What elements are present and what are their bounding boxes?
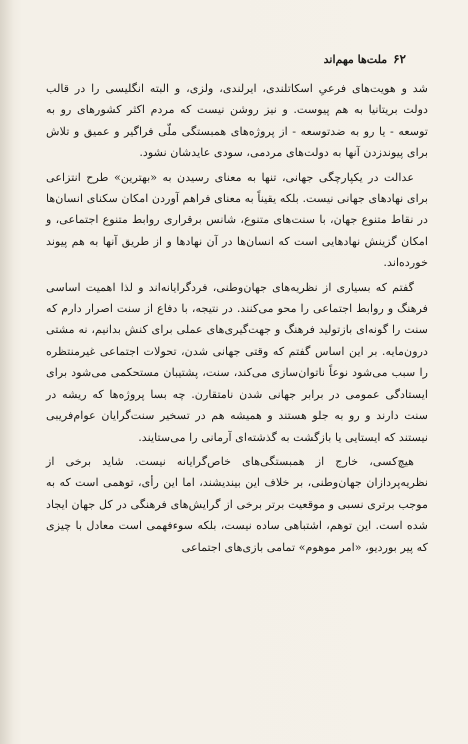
- running-title: ملت‌ها مهم‌اند: [323, 53, 388, 66]
- paragraph: شد و هویت‌های فرعیِ اسکاتلندی، ایرلندی، ولزی، و البته انگلیسی را در قالب دولت بریتانیا به هم پیوست. و نیز روشن نیست که مردم اکثر کشورهای رو به توسعه - یا رو به ضدتوسعه - از پروژه‌های همبستگی ملّی فراگیر و عمیق و تلاش برای پیوندزدن آنها به دولت‌های مردمی، سودی عایدشان نشود.: [46, 82, 428, 160]
- page-number: ۶۲: [393, 52, 406, 66]
- spine-shadow: [0, 0, 14, 744]
- body-text: [46, 78, 428, 558]
- paragraph: هیچ‌کسی، خارج از همبستگی‌های خاص‌گرایانه نیست. شاید برخی از نظریه‌پردازان جهان‌وطنی، بر خلاف این بیندیشند، اما این رأی، توهمی است که به موجب برتری نسبی و موقعیت برتر برخی از گرایش‌های فرهنگی در کل جهان ایجاد شده است. این توهم، اشتباهی ساده نیست، بلکه سوء‌فهمی است معادل با چیزی که پیر بوردیو، «امر موهوم» تمامی بازی‌های اجتماعی: [46, 454, 428, 554]
- paragraph: گفتم که بسیاری از نظریه‌های جهان‌وطنی، فردگرایانه‌اند و لذا اهمیت اساسی فرهنگ و روابط اجتماعی را محو می‌کنند. در نتیجه، با دفاع از سنت اصرار دارم که سنت را گونه‌ای بازتولید فرهنگ و جهت‌گیری‌های عملی برای کنش بدانیم، نه مشتی درون‌مایه. بر این اساس گفتم که وقتی جهانی شدن، تحولات اجتماعی غیرمنتظره را سبب می‌شود نوعاً ناتوان‌سازی می‌کند، سنت، پشتیبان مستحکمی می‌شود برای ایستادگی عمومی در برابر جهانی شدن نامتقارن. چه بسا پروژه‌ها که ریشه در سنت دارند و رو به جلو هستند و همیشه هم در تسخیر سنت‌گرایان عوام‌فریبی نیستند که ایستایی یا بازگشت به گذشته‌ای آرمانی را می‌ستایند.: [46, 280, 428, 444]
- paragraph: عدالت در یکپارچگی جهانی، تنها به معنای رسیدن به «بهترین» طرح انتزاعی برای نهادهای جهانی نیست. بلکه یقیناً به معنای فراهم آوردن امکان سکنای انسان‌ها در نقاط متنوع جهان، با سنت‌های متنوع، شانس برقراری روابط متنوع اجتماعی، و امکان گزینش نهادهایی است که انسان‌ها در آن نهادها و از طریق آنها به هم پیوند خورده‌اند.: [46, 170, 428, 270]
- running-head: [324, 52, 406, 66]
